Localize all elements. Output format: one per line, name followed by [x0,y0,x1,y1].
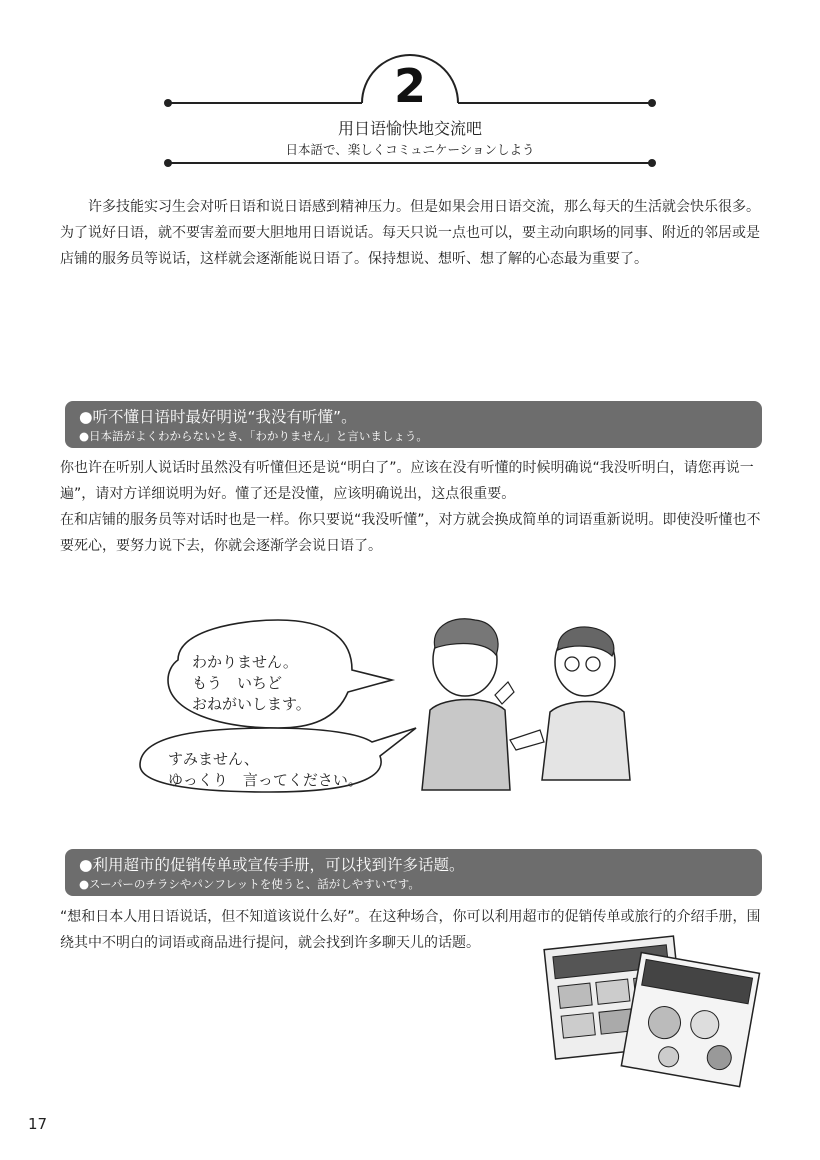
section-heading-zh: ●利用超市的促销传单或宣传手册，可以找到许多话题。 [79,856,465,874]
title-underline-dot [648,159,656,167]
flyer-icon [621,952,759,1086]
title-rule-dot [648,99,656,107]
speech-bubble-text: わかりません。 もう いちど おねがいします。 [192,653,311,713]
section-paragraph: “想和日本人用日语说话，但不知道该说什么好”。在这种场合，你可以利用超市的促销传单或旅行的介绍手册，围绕其中不明白的词语或商品进行提问，就会找到许多聊天儿的话题。 [60,909,761,951]
section-heading-bar [65,401,762,448]
section-heading-ja: ●日本語がよくわからないとき、「わかりません」と言いましょう。 [79,429,428,443]
speech-bubble-text: すみません、 ゆっくり 言ってください。 [168,750,363,789]
page-subtitle: 日本語で、楽しくコミュニケーションしよう [285,142,535,157]
section-paragraph: 在和店铺的服务员等对话时也是一样。你只要说“我没听懂”，对方就会换成简单的词语重新说明。即使没听懂也不要死心，要努力说下去，你就会逐渐学会说日语了。 [60,512,761,554]
chapter-number: 2 [393,59,427,113]
flyers-illustration [540,932,770,1092]
section-heading-zh: ●听不懂日语时最好明说“我没有听懂”。 [79,408,357,426]
intro-paragraph: 许多技能实习生会对听日语和说日语感到精神压力。但是如果会用日语交流，那么每天的生活就会快乐很多。为了说好日语，就不要害羞而要大胆地用日语说话。每天只说一点也可以，要主动向职场的同事、附近的邻居或是店铺的服务员等说话，这样就会逐渐能说日语了。保持想说、想听、想了解的心态最为重要了。 [60,199,760,267]
section-paragraph: 你也许在听别人说话时虽然没有听懂但还是说“明白了”。应该在没有听懂的时候明确说“我没听明白，请您再说一遍”，请对方详细说明为好。懂了还是没懂，应该明确说出，这点很重要。 [60,460,754,502]
page-number: 17 [28,1115,48,1133]
title-underline-dot [164,159,172,167]
page-title: 用日语愉快地交流吧 [337,119,482,138]
title-rule-dot [164,99,172,107]
person-man-glasses-icon [510,627,630,780]
section-heading-ja: ●スーパーのチラシやパンフレットを使うと、話がしやすいです。 [79,877,420,891]
section-heading-bar [65,849,762,896]
person-worker-icon [422,619,514,790]
